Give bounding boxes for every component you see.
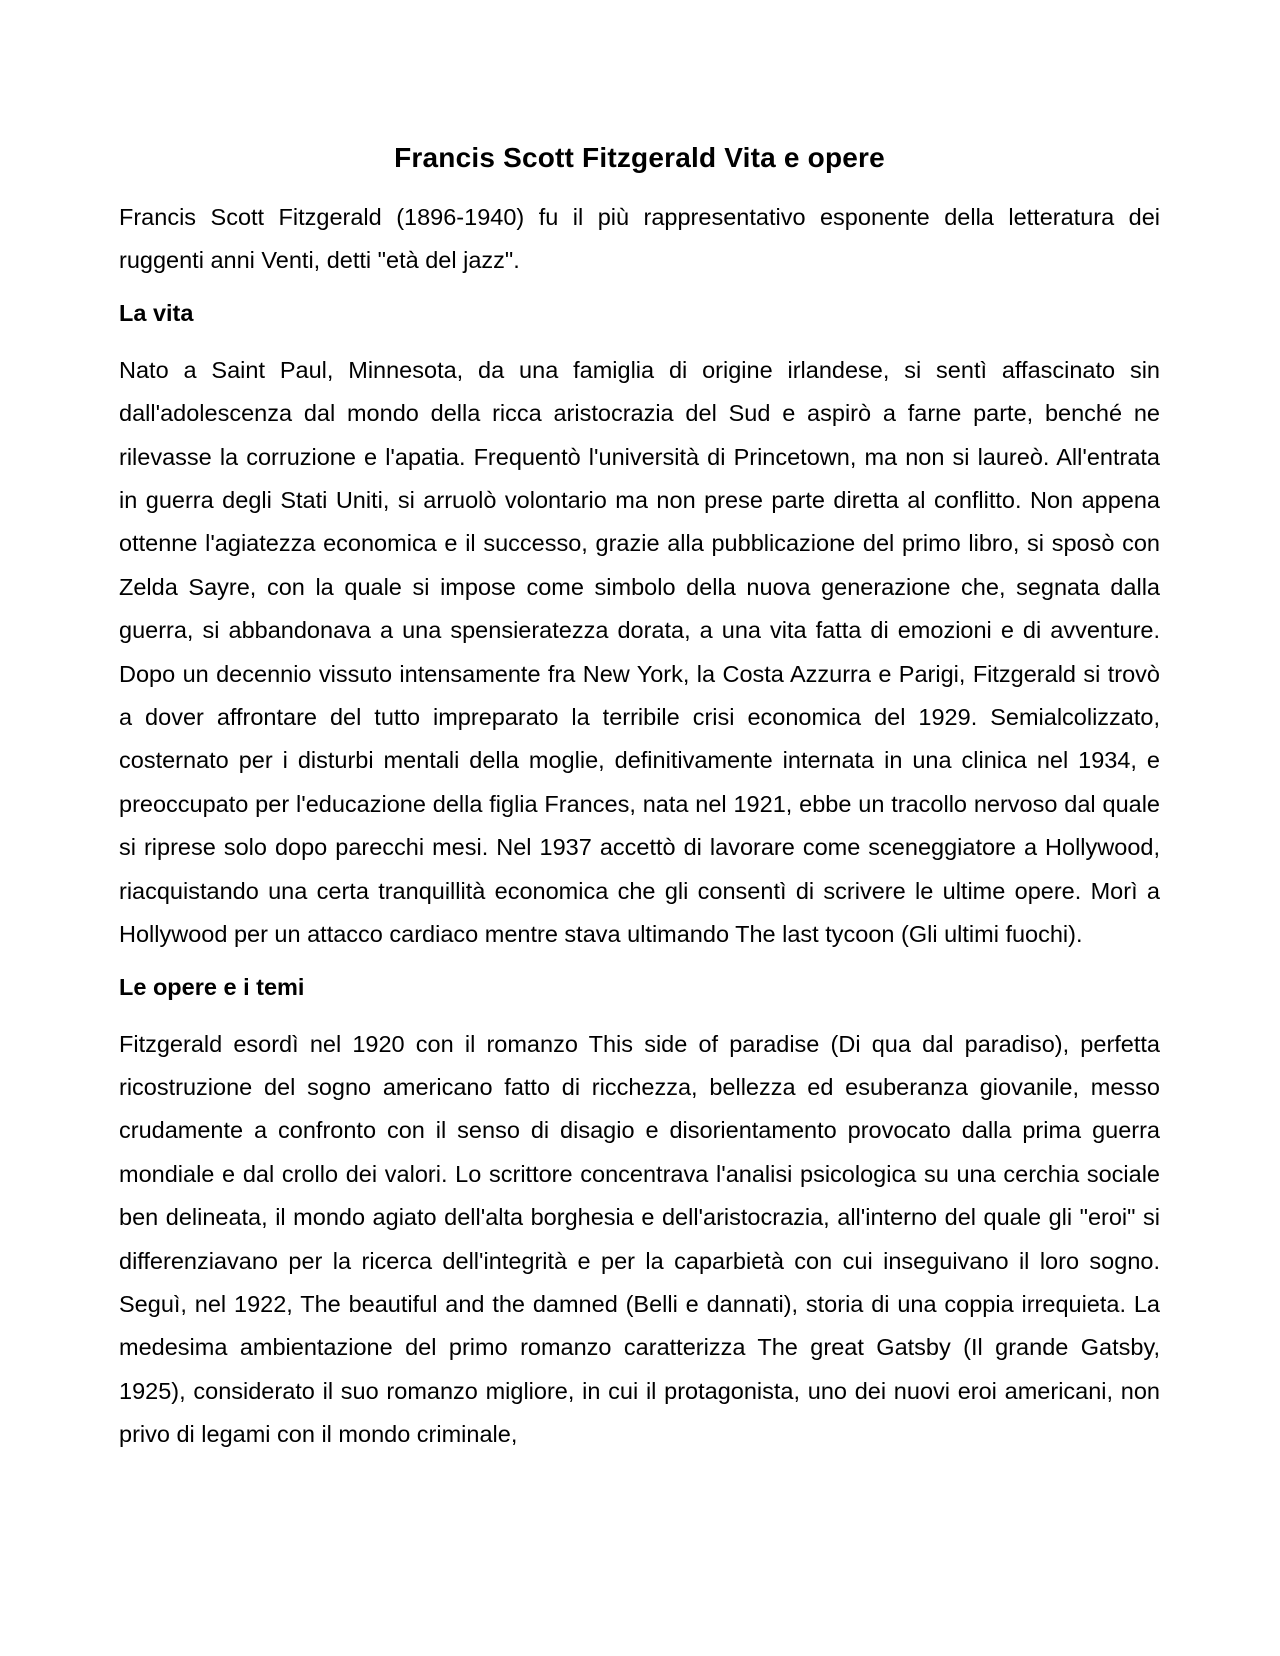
section-body-la-vita: Nato a Saint Paul, Minnesota, da una famiglia di origine irlandese, si sentì affascinato sin dall'adolescenza dal mondo della ricca aristocrazia del Sud e aspirò a farne parte, benché ne rilevasse la corruzione e l'apatia. Frequentò l'università di Princetown, ma non si laureò. All'entrata in guerra degli Stati Uniti, si arruolò volontario ma non prese parte diretta al conflitto. Non appena ottenne l'agiatezza economica e il successo, grazie alla pubblicazione del primo libro, si sposò con Zelda Sayre, con la quale si impose come simbolo della nuova generazione che, segnata dalla guerra, si abbandonava a una spensieratezza dorata, a una vita fatta di emozioni e di avventure. Dopo un decennio vissuto intensamente fra New York, la Costa Azzurra e Parigi, Fitzgerald si trovò a dover affrontare del tutto impreparato la terribile crisi economica del 1929. Semialcolizzato, costernato per i disturbi mentali della moglie, definitivamente internata in una clinica nel 1934, e preoccupato per l'educazione della figlia Frances, nata nel 1921, ebbe un tracollo nervoso dal quale si riprese solo dopo parecchi mesi. Nel 1937 accettò di lavorare come sceneggiatore a Hollywood, riacquistando una certa tranquillità economica che gli consentì di scrivere le ultime opere. Morì a Hollywood per un attacco cardiaco mentre stava ultimando The last tycoon (Gli ultimi fuochi).	[119, 356, 1160, 948]
section-heading-le-opere: Le opere e i temi	[119, 973, 305, 1000]
section-body-le-opere: Fitzgerald esordì nel 1920 con il romanzo This side of paradise (Di qua dal paradiso), perfetta ricostruzione del sogno americano fatto di ricchezza, bellezza ed esuberanza giovanile, messo crudamente a confronto con il senso di disagio e disorientamento provocato dalla prima guerra mondiale e dal crollo dei valori. Lo scrittore concentrava l'analisi psicologica su una cerchia sociale ben delineata, il mondo agiato dell'alta borghesia e dell'aristocrazia, all'interno del quale gli "eroi" si differenziavano per la ricerca dell'integrità e per la caparbietà con cui inseguivano il loro sogno. Seguì, nel 1922, The beautiful and the damned (Belli e dannati), storia di una coppia irrequieta. La medesima ambientazione del primo romanzo caratterizza The great Gatsby (Il grande Gatsby, 1925), considerato il suo romanzo migliore, in cui il protagonista, uno dei nuovi eroi americani, non privo di legami con il mondo criminale,	[119, 1030, 1160, 1448]
document-page	[119, 138, 1160, 1457]
intro-paragraph: Francis Scott Fitzgerald (1896-1940) fu il più rappresentativo esponente della letteratura dei ruggenti anni Venti, detti "età del jazz".	[119, 204, 1160, 274]
section-heading-la-vita: La vita	[119, 299, 194, 326]
page-title: Francis Scott Fitzgerald Vita e opere	[394, 142, 885, 173]
